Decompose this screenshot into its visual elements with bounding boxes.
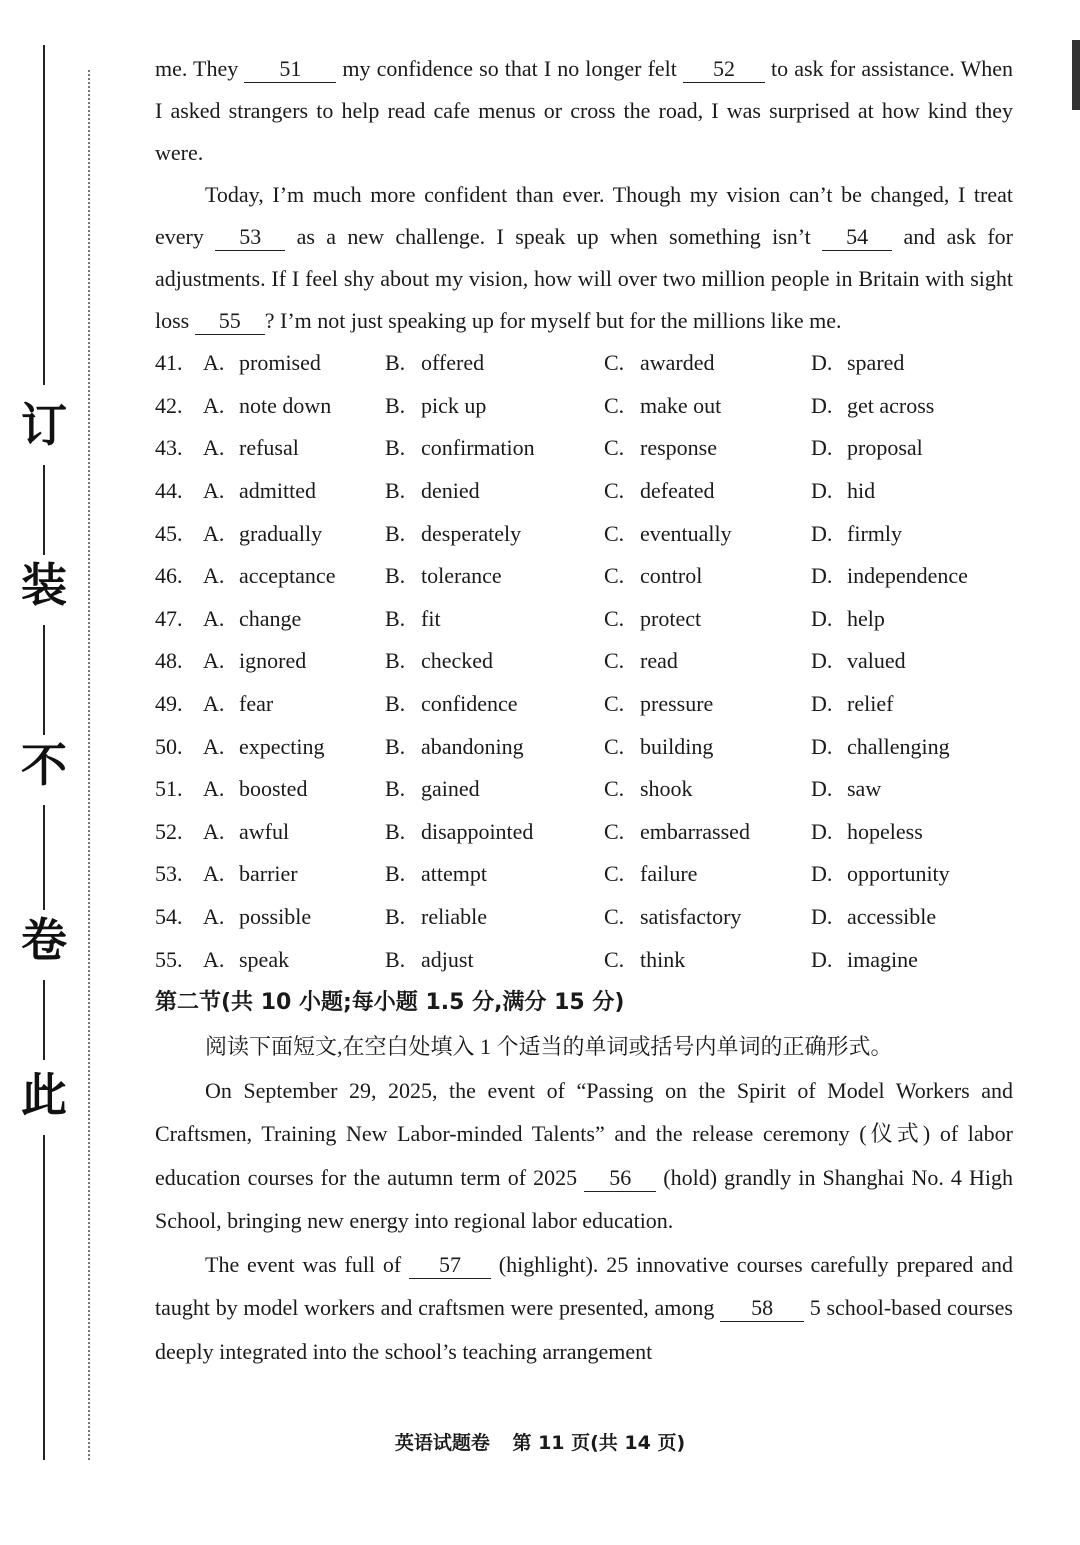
option-text: embarrassed (640, 818, 750, 844)
option-letter: B. (385, 904, 406, 930)
option-text: change (239, 605, 302, 631)
option-text: acceptance (239, 563, 336, 589)
option-letter: B. (385, 435, 406, 461)
option-letter: B. (385, 605, 406, 631)
option-text: boosted (239, 776, 308, 802)
passage-text: Today, I’m much more confident than ever. Though my vision can’t be changed, I treat every (155, 182, 1013, 249)
option-text: expecting (239, 733, 325, 759)
passage-text: 5 school-based courses deeply integrated into the school’s teaching arrangement (155, 1295, 1013, 1364)
option-text: desperately (421, 520, 522, 546)
option-a[interactable] (203, 563, 385, 589)
option-row (155, 853, 1013, 896)
option-text: denied (421, 478, 480, 504)
option-letter: D. (811, 435, 833, 461)
section-title: 第二节(共 10 小题;每小题 1.5 分,满分 15 分) (155, 989, 625, 1015)
option-d[interactable] (811, 435, 1013, 461)
binding-line (43, 805, 45, 910)
option-letter: C. (604, 776, 625, 802)
option-b[interactable] (385, 947, 604, 973)
option-c[interactable] (604, 606, 811, 632)
option-letter: B. (385, 520, 406, 546)
option-text: admitted (239, 478, 316, 504)
option-letter: B. (385, 818, 406, 844)
binding-char: 卷 (21, 913, 67, 967)
paragraph (155, 1069, 1013, 1243)
option-d[interactable] (811, 478, 1013, 504)
option-text: hid (847, 478, 876, 504)
option-letter: D. (811, 478, 833, 504)
option-d[interactable] (811, 861, 1013, 887)
option-a[interactable] (203, 904, 385, 930)
option-b[interactable] (385, 691, 604, 717)
binding-line (43, 980, 45, 1060)
option-letter: A. (203, 861, 225, 887)
option-letter: B. (385, 691, 406, 717)
option-text: failure (640, 861, 698, 887)
question-number: 51. (155, 776, 183, 802)
binding-line (43, 45, 45, 385)
answer-blank[interactable]: 51 (244, 56, 336, 83)
option-text: awarded (640, 350, 715, 376)
passage-top (155, 48, 1013, 342)
option-letter: C. (604, 350, 625, 376)
option-c[interactable] (604, 478, 811, 504)
option-b[interactable] (385, 776, 604, 802)
option-text: abandoning (421, 733, 524, 759)
question-number: 52. (155, 818, 183, 844)
option-c[interactable] (604, 691, 811, 717)
option-letter: C. (604, 520, 625, 546)
option-text: speak (239, 946, 290, 972)
option-d[interactable] (811, 819, 1013, 845)
question-number: 49. (155, 691, 183, 717)
option-text: proposal (847, 435, 923, 461)
option-letter: D. (811, 861, 833, 887)
option-a[interactable] (203, 648, 385, 674)
option-text: imagine (847, 946, 918, 972)
option-letter: B. (385, 392, 406, 418)
passage-text: ? I’m not just speaking up for myself but for the millions like me. (264, 308, 842, 333)
passage-bottom (155, 1069, 1013, 1374)
binding-char: 此 (21, 1068, 67, 1122)
option-c[interactable] (604, 819, 811, 845)
option-text: offered (421, 350, 485, 376)
option-letter: D. (811, 904, 833, 930)
question-number: 47. (155, 605, 183, 631)
passage-text: (highlight). 25 innovative courses carefully prepared and taught by model workers and craftsmen were presented, among (155, 1251, 1014, 1321)
question-number: 43. (155, 435, 183, 461)
option-row (155, 598, 1013, 641)
option-text: accessible (847, 904, 937, 930)
option-text: gradually (239, 520, 323, 546)
option-text: awful (239, 818, 290, 844)
binding-char: 不 (21, 738, 67, 792)
option-letter: B. (385, 776, 406, 802)
option-letter: D. (811, 818, 833, 844)
option-text: adjust (421, 946, 474, 972)
option-b[interactable] (385, 606, 604, 632)
option-d[interactable] (811, 776, 1013, 802)
option-d[interactable] (811, 904, 1013, 930)
option-letter: A. (203, 776, 225, 802)
passage-text: my confidence so that I no longer felt (336, 56, 683, 81)
option-a[interactable] (203, 521, 385, 547)
question-number: 54. (155, 904, 183, 930)
option-letter: C. (604, 861, 625, 887)
option-letter: B. (385, 733, 406, 759)
option-text: confidence (421, 691, 518, 717)
answer-blank[interactable]: 57 (409, 1252, 491, 1279)
option-d[interactable] (811, 563, 1013, 589)
option-d[interactable] (811, 734, 1013, 760)
question-number: 46. (155, 563, 183, 589)
option-text: challenging (847, 733, 950, 759)
option-text: attempt (421, 861, 487, 887)
option-letter: A. (203, 904, 225, 930)
option-row (155, 938, 1013, 981)
option-a[interactable] (203, 819, 385, 845)
option-c[interactable] (604, 776, 811, 802)
option-b[interactable] (385, 478, 604, 504)
option-text: think (640, 946, 686, 972)
option-d[interactable] (811, 648, 1013, 674)
option-letter: B. (385, 861, 406, 887)
paragraph (155, 48, 1013, 174)
option-d[interactable] (811, 691, 1013, 717)
option-text: possible (239, 904, 312, 930)
option-c[interactable] (604, 563, 811, 589)
option-text: note down (239, 392, 332, 418)
option-letter: A. (203, 392, 225, 418)
option-row (155, 896, 1013, 939)
option-row (155, 811, 1013, 854)
option-b[interactable] (385, 861, 604, 887)
option-text: saw (847, 776, 882, 802)
option-text: make out (640, 392, 722, 418)
option-text: refusal (239, 435, 299, 461)
option-c[interactable] (604, 350, 811, 376)
option-letter: A. (203, 520, 225, 546)
option-row (155, 342, 1013, 385)
option-b[interactable] (385, 904, 604, 930)
option-row (155, 427, 1013, 470)
option-a[interactable] (203, 478, 385, 504)
option-text: valued (847, 648, 906, 674)
option-text: ignored (239, 648, 307, 674)
option-letter: C. (604, 563, 625, 589)
binding-line (43, 625, 45, 735)
answer-blank[interactable]: 53 (215, 224, 285, 251)
options-table (155, 342, 1013, 981)
option-b[interactable] (385, 393, 604, 419)
option-letter: D. (811, 946, 833, 972)
option-letter: A. (203, 605, 225, 631)
option-text: promised (239, 350, 321, 376)
option-letter: A. (203, 946, 225, 972)
option-text: disappointed (421, 818, 534, 844)
option-row (155, 640, 1013, 683)
answer-blank[interactable]: 56 (584, 1165, 656, 1192)
option-letter: A. (203, 563, 225, 589)
footer-page-number: 第 11 页(共 14 页) (512, 1432, 686, 1454)
option-text: pick up (421, 392, 487, 418)
option-d[interactable] (811, 606, 1013, 632)
binding-char: 订 (21, 398, 67, 452)
question-number: 50. (155, 733, 183, 759)
page-content (155, 48, 1013, 1373)
option-text: opportunity (847, 861, 950, 887)
option-a[interactable] (203, 435, 385, 461)
option-letter: D. (811, 350, 833, 376)
option-row (155, 768, 1013, 811)
option-letter: D. (811, 392, 833, 418)
option-letter: B. (385, 478, 406, 504)
option-text: independence (847, 563, 968, 589)
option-c[interactable] (604, 393, 811, 419)
option-letter: C. (604, 648, 625, 674)
question-number: 42. (155, 392, 183, 418)
passage-text: The event was full of (205, 1251, 409, 1277)
option-letter: B. (385, 946, 406, 972)
option-a[interactable] (203, 393, 385, 419)
option-letter: C. (604, 605, 625, 631)
option-text: reliable (421, 904, 487, 930)
option-letter: C. (604, 818, 625, 844)
passage-text: (hold) grandly in Shanghai No. 4 High School, bringing new energy into regional labor education. (155, 1164, 1013, 1234)
option-letter: A. (203, 435, 225, 461)
option-a[interactable] (203, 947, 385, 973)
option-letter: D. (811, 520, 833, 546)
option-text: pressure (640, 691, 714, 717)
option-letter: D. (811, 691, 833, 717)
option-text: checked (421, 648, 494, 674)
option-text: gained (421, 776, 480, 802)
option-a[interactable] (203, 606, 385, 632)
option-text: defeated (640, 478, 715, 504)
option-letter: A. (203, 733, 225, 759)
option-b[interactable] (385, 819, 604, 845)
option-text: help (847, 605, 885, 631)
option-c[interactable] (604, 521, 811, 547)
paragraph (155, 174, 1013, 342)
answer-blank[interactable]: 52 (683, 56, 765, 83)
footer-paper-title: 英语试题卷 (394, 1432, 490, 1454)
option-text: fear (239, 691, 274, 717)
option-text: response (640, 435, 717, 461)
paragraph (155, 1243, 1013, 1374)
option-letter: C. (604, 946, 625, 972)
option-text: confirmation (421, 435, 535, 461)
option-text: building (640, 733, 714, 759)
passage-text: On September 29, 2025, the event of “Passing on the Spirit of Model Workers and Craftsmen, Training New Labor-minded Talents” and the release ceremony (仪式) of labor education courses for the autumn term of 2025 (155, 1077, 1013, 1190)
option-c[interactable] (604, 435, 811, 461)
option-b[interactable] (385, 350, 604, 376)
instruction: 阅读下面短文,在空白处填入 1 个适当的单词或括号内单词的正确形式。 (205, 1033, 893, 1059)
option-letter: B. (385, 563, 406, 589)
passage-text: me. They (155, 56, 245, 81)
option-letter: C. (604, 733, 625, 759)
option-letter: C. (604, 435, 625, 461)
binding-line (43, 1135, 45, 1460)
option-text: spared (847, 350, 905, 376)
option-text: eventually (640, 520, 732, 546)
option-c[interactable] (604, 648, 811, 674)
answer-blank[interactable]: 58 (720, 1295, 804, 1322)
binding-margin (0, 0, 120, 1545)
option-b[interactable] (385, 648, 604, 674)
option-c[interactable] (604, 861, 811, 887)
option-letter: A. (203, 478, 225, 504)
option-b[interactable] (385, 563, 604, 589)
option-text: firmly (847, 520, 902, 546)
question-number: 53. (155, 861, 183, 887)
option-letter: C. (604, 478, 625, 504)
page-edge-mark (1072, 40, 1080, 110)
option-d[interactable] (811, 350, 1013, 376)
option-text: shook (640, 776, 693, 802)
option-text: relief (847, 691, 894, 717)
question-number: 55. (155, 946, 183, 972)
question-number: 48. (155, 648, 183, 674)
option-letter: B. (385, 350, 406, 376)
option-row (155, 725, 1013, 768)
option-text: barrier (239, 861, 298, 887)
option-letter: A. (203, 350, 225, 376)
option-c[interactable] (604, 904, 811, 930)
answer-blank[interactable]: 54 (822, 224, 892, 251)
option-letter: D. (811, 776, 833, 802)
option-a[interactable] (203, 776, 385, 802)
passage-text: and ask for adjustments. If I feel shy about my vision, how will over two million people in Britain with sight loss (155, 224, 1013, 333)
option-text: satisfactory (640, 904, 742, 930)
question-number: 45. (155, 520, 183, 546)
option-d[interactable] (811, 393, 1013, 419)
option-row (155, 470, 1013, 513)
option-row (155, 555, 1013, 598)
option-a[interactable] (203, 734, 385, 760)
option-text: get across (847, 392, 935, 418)
option-letter: D. (811, 563, 833, 589)
option-letter: D. (811, 605, 833, 631)
option-d[interactable] (811, 521, 1013, 547)
option-c[interactable] (604, 947, 811, 973)
option-text: tolerance (421, 563, 502, 589)
option-letter: D. (811, 733, 833, 759)
question-number: 41. (155, 350, 183, 376)
option-text: fit (421, 605, 441, 631)
option-a[interactable] (203, 691, 385, 717)
option-c[interactable] (604, 734, 811, 760)
option-a[interactable] (203, 861, 385, 887)
option-letter: C. (604, 691, 625, 717)
page-footer (0, 1428, 1080, 1455)
option-text: hopeless (847, 818, 923, 844)
option-b[interactable] (385, 734, 604, 760)
option-letter: A. (203, 818, 225, 844)
passage-text: to ask for assistance. When I asked strangers to help read cafe menus or cross the road, I was surprised at how kind they were. (155, 56, 1013, 165)
option-letter: B. (385, 648, 406, 674)
option-letter: C. (604, 904, 625, 930)
option-letter: A. (203, 648, 225, 674)
answer-blank[interactable]: 55 (195, 308, 265, 335)
binding-dotted-line (88, 70, 90, 1460)
option-b[interactable] (385, 435, 604, 461)
option-d[interactable] (811, 947, 1013, 973)
option-row (155, 683, 1013, 726)
passage-text: as a new challenge. I speak up when something isn’t (285, 224, 823, 249)
option-text: control (640, 563, 703, 589)
option-letter: A. (203, 691, 225, 717)
option-text: read (640, 648, 678, 674)
question-number: 44. (155, 478, 183, 504)
binding-char: 装 (21, 558, 67, 612)
option-letter: C. (604, 392, 625, 418)
option-b[interactable] (385, 521, 604, 547)
binding-line (43, 465, 45, 555)
option-letter: D. (811, 648, 833, 674)
option-row (155, 385, 1013, 428)
option-text: protect (640, 605, 702, 631)
option-row (155, 512, 1013, 555)
option-a[interactable] (203, 350, 385, 376)
